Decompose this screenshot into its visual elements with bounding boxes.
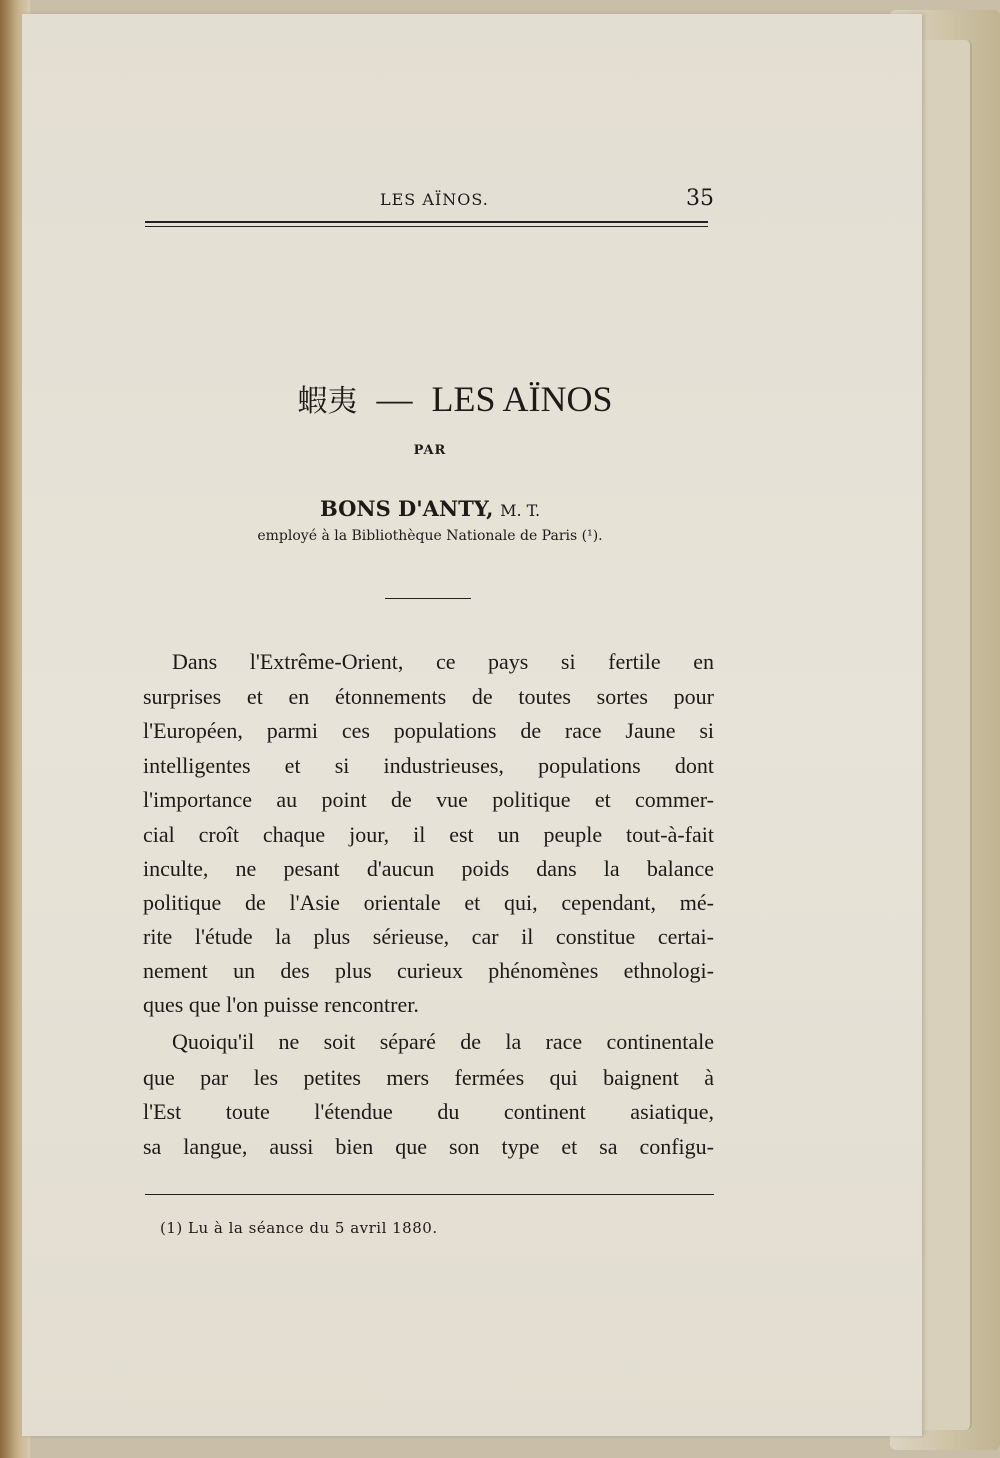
section-rule xyxy=(385,598,471,599)
author-suffix: M. T. xyxy=(500,501,541,520)
body-line: ques que l'on puisse rencontrer. xyxy=(143,992,419,1017)
affiliation: employé à la Bibliothèque Nationale de Paris (¹). xyxy=(257,528,603,544)
title-cjk: 蝦夷 xyxy=(297,385,358,418)
body-line: l'Européen, parmi ces populations de race Jaune si xyxy=(143,718,714,743)
footnote-rule xyxy=(145,1194,714,1195)
body-line: cial croît chaque jour, il est un peuple tout-à-fait xyxy=(143,822,714,847)
author xyxy=(0,496,860,521)
title-text: LES AÏNOS xyxy=(431,379,613,419)
running-head-title: LES AÏNOS. xyxy=(380,190,489,209)
body-line: surprises et en étonnements de toutes sortes pour xyxy=(143,684,714,709)
footnote: (1) Lu à la séance du 5 avril 1880. xyxy=(160,1219,438,1237)
body-line: l'Est toute l'étendue du continent asiatique, xyxy=(143,1099,714,1124)
body-line: Quoiqu'il ne soit séparé de la race continentale xyxy=(172,1029,714,1054)
body-line: politique de l'Asie orientale et qui, cependant, mé- xyxy=(143,890,714,915)
by-label: PAR xyxy=(413,443,447,458)
body-line: inculte, ne pesant d'aucun poids dans la balance xyxy=(143,856,714,881)
body-line: nement un des plus curieux phénomènes ethnologi- xyxy=(143,958,714,983)
article-title xyxy=(0,376,880,420)
header-double-rule xyxy=(145,221,708,227)
body-line: l'importance au point de vue politique et commer- xyxy=(143,787,714,812)
body-line: sa langue, aussi bien que son type et sa configu- xyxy=(143,1134,714,1159)
body-line: Dans l'Extrême-Orient, ce pays si fertile en xyxy=(172,649,714,674)
author-name: BONS D'ANTY, xyxy=(319,496,494,521)
page-number: 35 xyxy=(686,186,714,211)
body-line: que par les petites mers fermées qui baignent à xyxy=(143,1065,714,1090)
title-dash: — xyxy=(376,379,413,419)
body-line: rite l'étude la plus sérieuse, car il constitue certai- xyxy=(143,924,714,949)
body-line: intelligentes et si industrieuses, populations dont xyxy=(143,753,714,778)
